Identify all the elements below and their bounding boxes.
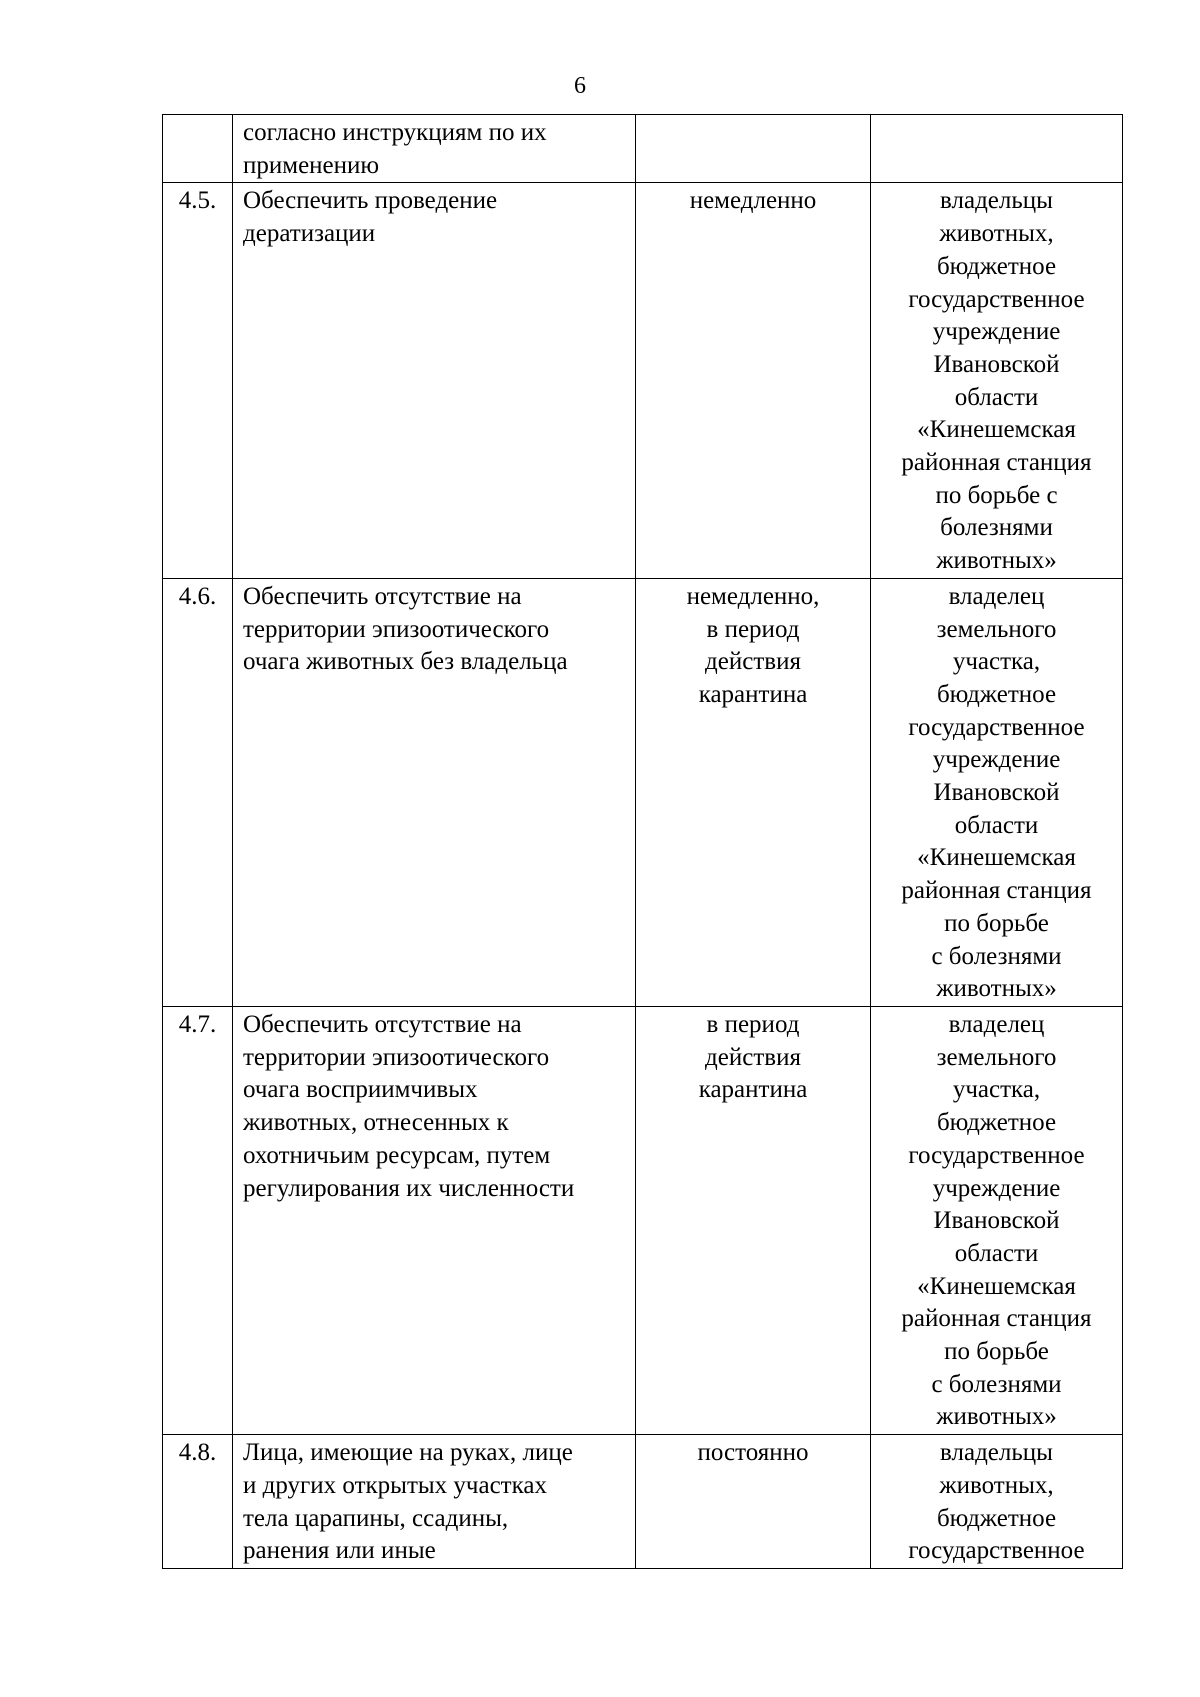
table-row [163, 183, 1123, 578]
executor-line: участка, [952, 1076, 1041, 1104]
executor-line: «Кинешемская [917, 416, 1076, 444]
executor-line: земельного [936, 615, 1057, 643]
text-line: Обеспечить отсутствие на [243, 582, 522, 610]
executor-line: государственное [908, 1141, 1085, 1169]
term-cell [636, 578, 871, 1006]
executor-line: районная станция [901, 877, 1092, 905]
term-line: в период [706, 1010, 800, 1038]
executor-line: животных, [939, 1471, 1054, 1499]
row-number-cell: 4.8. [163, 1435, 233, 1569]
executor-line: владельцы [940, 1439, 1053, 1467]
term-line: немедленно, [686, 582, 820, 610]
row-number-cell: 4.7. [163, 1006, 233, 1434]
executor-line: государственное [908, 1537, 1085, 1565]
executor-line: владелец [948, 1010, 1045, 1038]
executor-line: «Кинешемская [917, 1272, 1076, 1300]
text-line: согласно инструкциям по их [243, 119, 547, 146]
executor-line: области [954, 383, 1039, 411]
measure-text-cell [233, 115, 636, 183]
executor-line: районная станция [901, 1305, 1092, 1333]
executor-line: с болезнями [931, 1370, 1062, 1398]
term-cell [636, 1435, 871, 1569]
executor-line: учреждение [932, 1174, 1061, 1202]
term-line: карантина [698, 1076, 808, 1104]
executor-cell [871, 115, 1123, 183]
executor-line: участка, [952, 648, 1041, 676]
row-number-cell: 4.5. [163, 183, 233, 578]
term-line: немедленно [689, 187, 817, 215]
executor-line: земельного [936, 1043, 1057, 1071]
measure-text-cell [233, 578, 636, 1006]
executor-line: Ивановской [933, 779, 1060, 807]
text-line: очага восприимчивых [243, 1076, 478, 1104]
term-line: карантина [698, 680, 808, 708]
executor-line: учреждение [932, 746, 1061, 774]
term-line: действия [705, 648, 801, 676]
measure-text-cell [233, 183, 636, 578]
executor-cell [871, 183, 1123, 578]
executor-line: животных» [936, 1403, 1057, 1431]
table-row [163, 578, 1123, 1006]
measures-table [162, 114, 1123, 1569]
executor-line: владельцы [940, 187, 1053, 215]
executor-line: бюджетное [936, 680, 1057, 708]
row-number-cell: 4.6. [163, 578, 233, 1006]
text-line: дератизации [243, 220, 376, 248]
text-line: Лица, имеющие на руках, лице [243, 1439, 573, 1467]
text-line: Обеспечить проведение [243, 187, 498, 215]
text-line: ранения или иные [243, 1537, 436, 1565]
executor-line: животных» [936, 547, 1057, 575]
executor-line: по борьбе [944, 909, 1049, 937]
text-line: применению [243, 151, 380, 179]
text-line: охотничьим ресурсам, путем [243, 1141, 551, 1169]
executor-line: области [954, 811, 1039, 839]
measure-text-cell [233, 1006, 636, 1434]
text-line: регулирования их численности [243, 1174, 575, 1202]
term-cell [636, 1006, 871, 1434]
executor-line: государственное [908, 285, 1085, 313]
table-row [163, 1006, 1123, 1434]
executor-line: бюджетное [936, 1109, 1057, 1137]
term-cell [636, 115, 871, 183]
executor-line: Ивановской [933, 1207, 1060, 1235]
table-row [163, 1435, 1123, 1569]
text-line: тела царапины, ссадины, [243, 1504, 509, 1532]
term-line: в период [706, 615, 800, 643]
executor-cell [871, 1006, 1123, 1434]
executor-cell [871, 1435, 1123, 1569]
text-line: животных, отнесенных к [243, 1109, 509, 1137]
term-line: действия [705, 1043, 801, 1071]
executor-line: с болезнями [931, 942, 1062, 970]
text-line: территории эпизоотического [243, 1043, 550, 1071]
table-row [163, 115, 1123, 183]
executor-cell [871, 578, 1123, 1006]
executor-line: учреждение [932, 318, 1061, 346]
executor-line: животных, [939, 220, 1054, 248]
executor-line: Ивановской [933, 350, 1060, 378]
executor-line: животных» [936, 975, 1057, 1003]
executor-line: районная станция [901, 449, 1092, 477]
term-cell [636, 183, 871, 578]
measure-text-cell [233, 1435, 636, 1569]
text-line: и других открытых участках [243, 1471, 547, 1499]
row-number-cell [163, 115, 233, 183]
text-line: территории эпизоотического [243, 615, 550, 643]
executor-line: области [954, 1239, 1039, 1267]
text-line: Обеспечить отсутствие на [243, 1010, 522, 1038]
executor-line: государственное [908, 713, 1085, 741]
executor-line: по борьбе с [935, 481, 1058, 509]
executor-line: болезнями [940, 514, 1053, 542]
page-number: 6 [574, 73, 586, 99]
text-line: очага животных без владельца [243, 648, 568, 676]
term-line: постоянно [697, 1439, 809, 1467]
executor-line: бюджетное [936, 252, 1057, 280]
executor-line: «Кинешемская [917, 844, 1076, 872]
executor-line: по борьбе [944, 1338, 1049, 1366]
executor-line: владелец [948, 582, 1045, 610]
executor-line: бюджетное [936, 1504, 1057, 1532]
